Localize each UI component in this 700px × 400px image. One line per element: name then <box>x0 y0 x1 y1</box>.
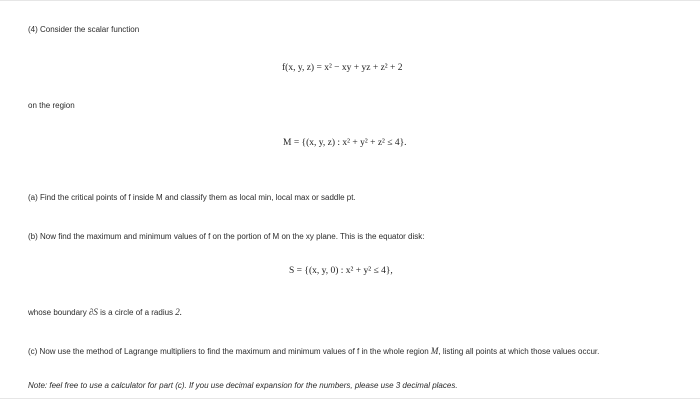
region-equation: M = {(x, y, z) : x² + y² + z² ≤ 4}. <box>283 138 407 148</box>
boundary-radius: 2. <box>175 307 183 317</box>
boundary-text-before: whose boundary <box>28 308 87 317</box>
boundary-sentence <box>28 307 182 318</box>
calculator-note: Note: feel free to use a calculator for part (c). If you use decimal expansion for the numbers, please use 3 decimal places. <box>28 381 458 390</box>
part-a-text: (a) Find the critical points of f inside M and classify them as local min, local max or saddle pt. <box>28 193 356 202</box>
region-intro: on the region <box>28 101 75 110</box>
part-c-text-after: , listing all points at which those values occur. <box>438 347 600 356</box>
boundary-symbol: ∂S <box>88 307 98 317</box>
top-border <box>0 0 700 1</box>
part-c-text-before: (c) Now use the method of Lagrange multipliers to find the maximum and minimum values of f in the whole region <box>28 347 429 356</box>
function-equation: f(x, y, z) = x² − xy + yz + z² + 2 <box>282 63 403 73</box>
part-b-text: (b) Now find the maximum and minimum values of f on the portion of M on the xy plane. This is the equator disk: <box>28 232 425 241</box>
part-c-symbol: M <box>430 346 439 356</box>
disk-equation: S = {(x, y, 0) : x² + y² ≤ 4}, <box>289 266 393 276</box>
part-c-sentence <box>28 346 599 357</box>
bottom-border <box>0 398 700 399</box>
problem-heading: (4) Consider the scalar function <box>28 25 140 34</box>
boundary-text-after: is a circle of a radius <box>100 308 174 317</box>
